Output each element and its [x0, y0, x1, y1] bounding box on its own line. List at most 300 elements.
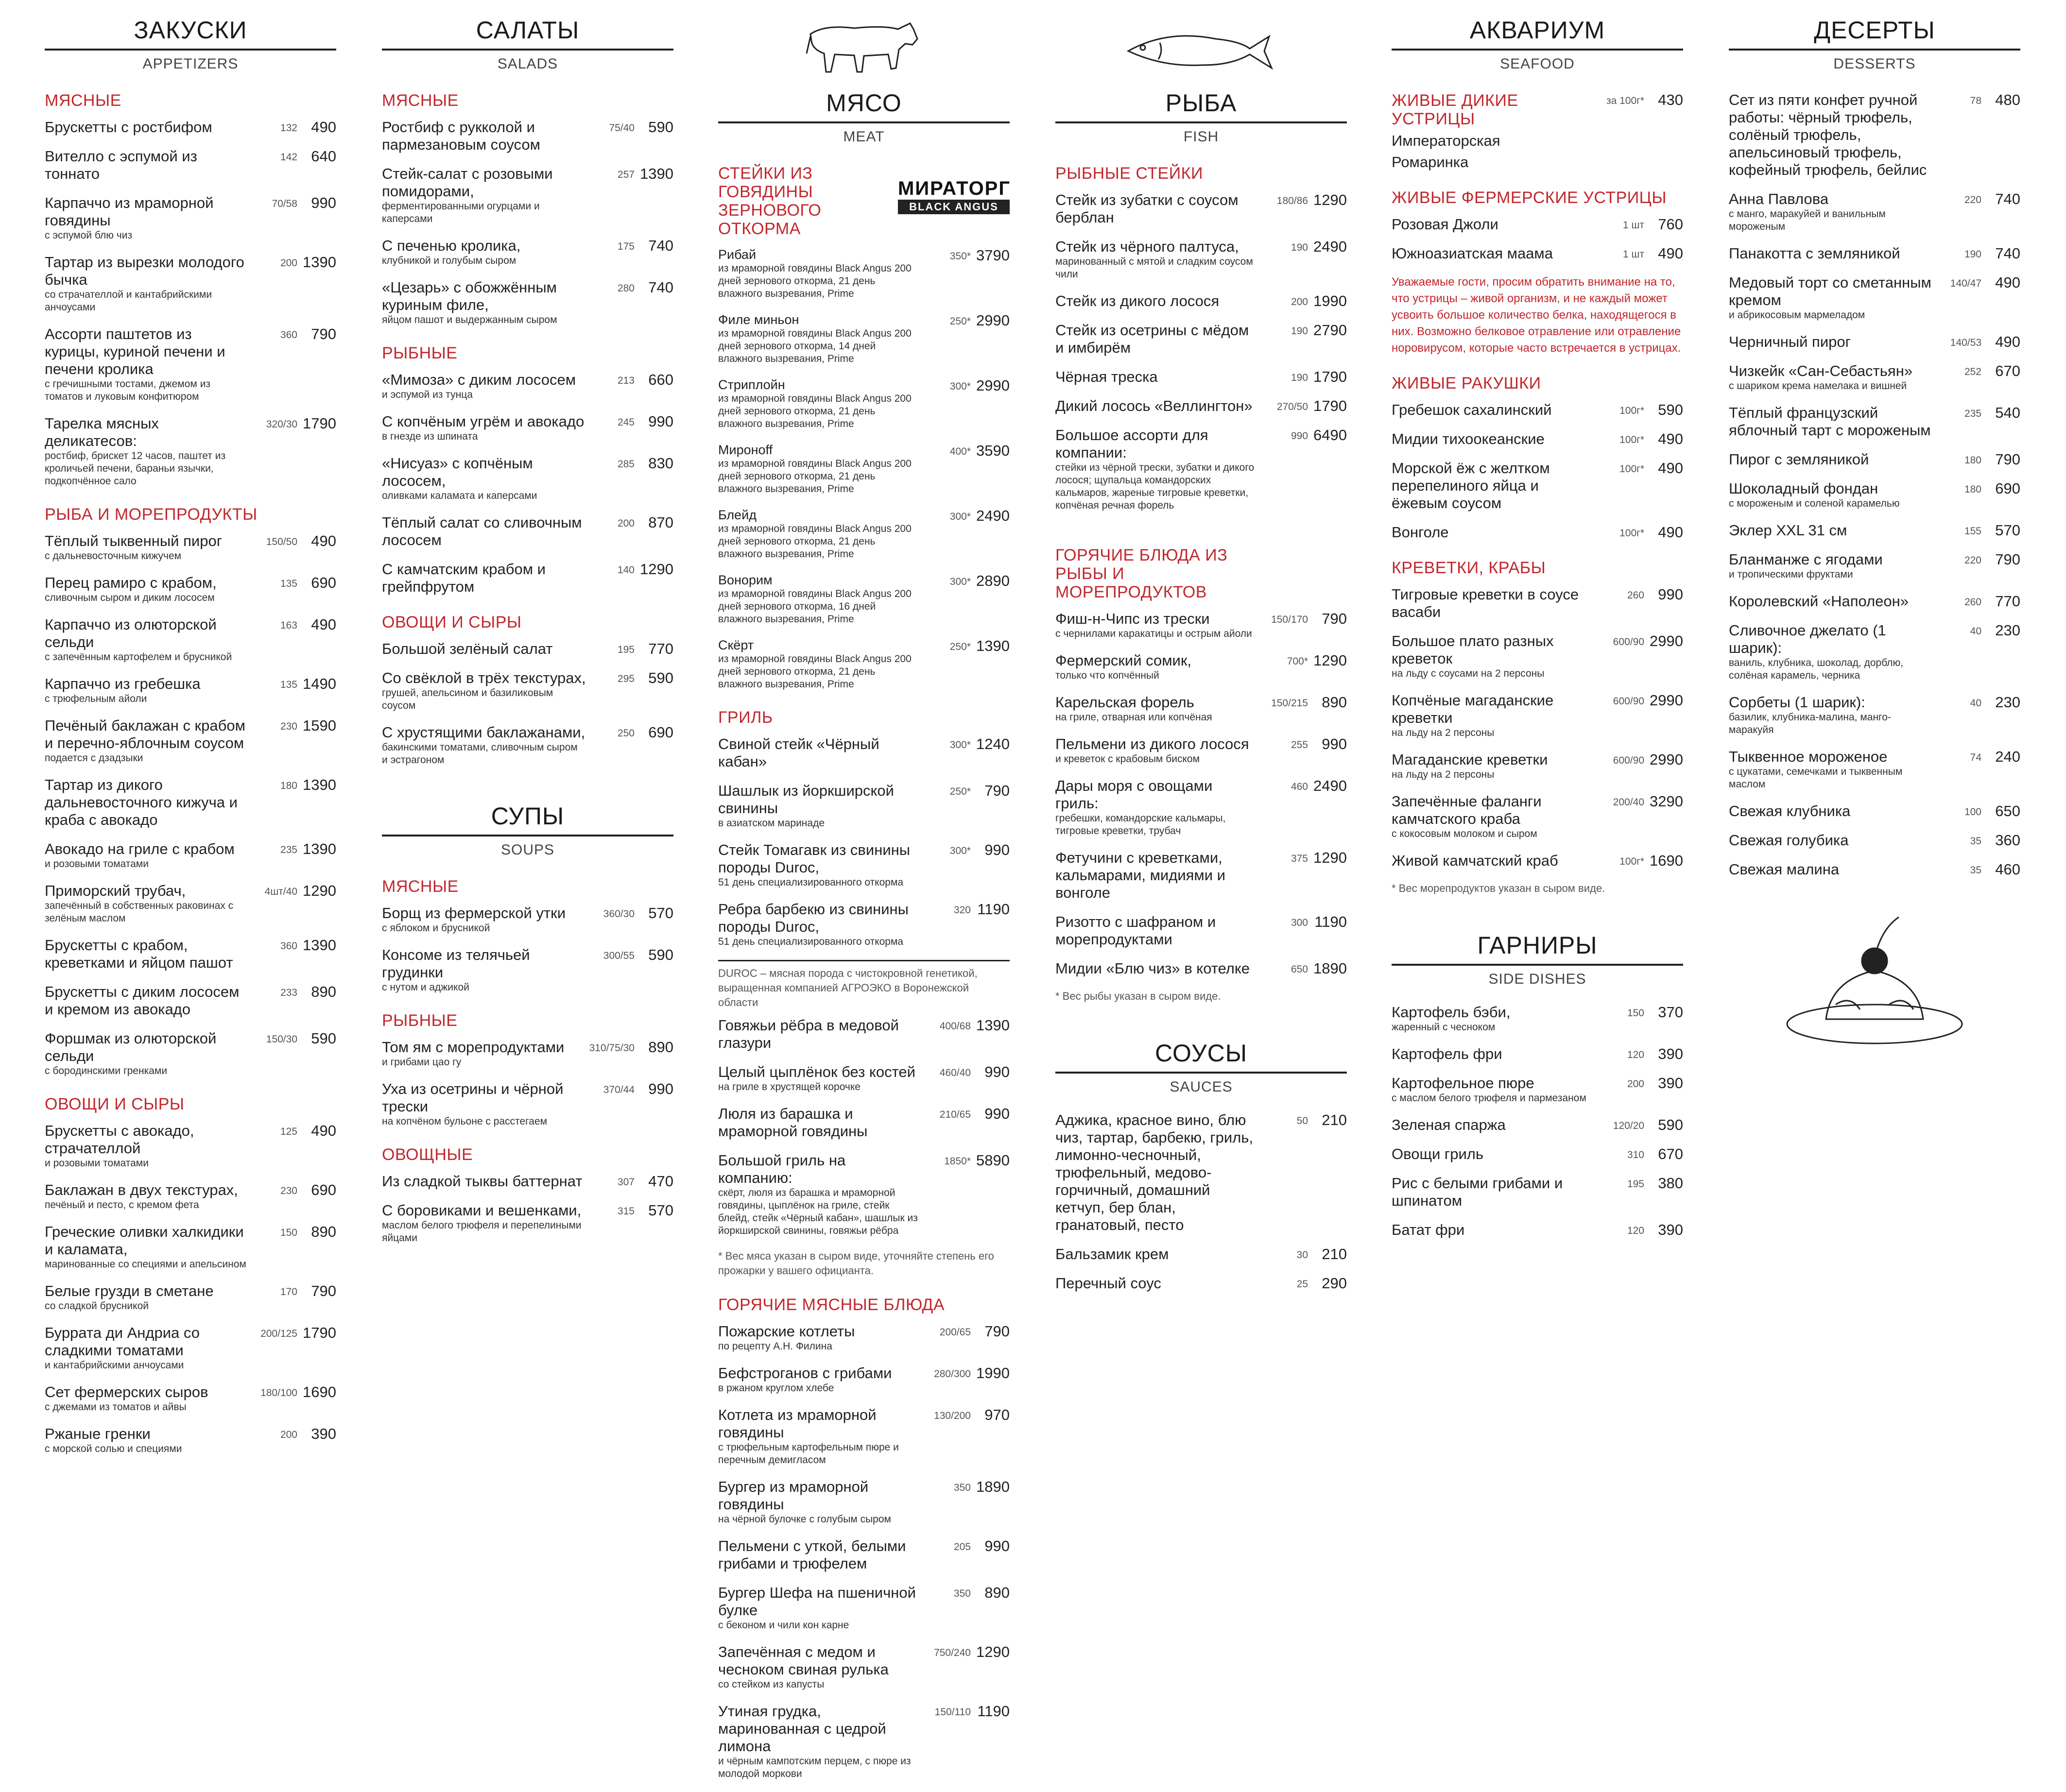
menu-item	[1392, 852, 1683, 870]
item-name: Мидии тихоокеанские	[1392, 430, 1545, 447]
section-title: КРЕВЕТКИ, КРАБЫ	[1392, 559, 1546, 577]
sauces-subtitle: SAUCES	[1170, 1079, 1233, 1095]
item-weight: 190	[1964, 249, 1981, 260]
salads-header	[382, 15, 673, 74]
menu-item	[1055, 1275, 1347, 1292]
item-weight: 600/90	[1613, 636, 1644, 648]
item-name: Люля из барашка и мраморной говядины	[718, 1105, 868, 1140]
item-description: с мороженым и соленой карамелью	[1729, 498, 1900, 509]
item-description: с дальневосточным кижучем	[45, 550, 182, 562]
item-name: Тартар из дикого дальневосточного кижуча и краба с авокадо	[45, 776, 238, 828]
item-price: 210	[1322, 1246, 1347, 1263]
item-price: 5890	[976, 1152, 1010, 1169]
steaks-list	[718, 247, 1010, 691]
item-description: с морской солью и специями	[45, 1443, 182, 1454]
menu-item	[718, 637, 1010, 691]
menu-item	[382, 165, 673, 225]
item-description: запечённый в собственных раковинах с зелёным маслом	[45, 900, 234, 924]
item-name: Вонголе	[1392, 524, 1449, 541]
item-price: 1390	[303, 254, 336, 271]
item-price: 3590	[976, 442, 1010, 459]
list-item	[1392, 132, 1683, 150]
item-price: 2890	[976, 572, 1010, 589]
fish-subtitle: FISH	[1183, 129, 1219, 145]
item-price: 1190	[977, 901, 1010, 918]
item-weight: 30	[1296, 1249, 1308, 1261]
item-description: и грибами цао гу	[382, 1057, 462, 1068]
item-weight: 100	[1964, 806, 1981, 818]
salads-column	[382, 15, 673, 1256]
item-name: Медовый торт со сметанным кремом	[1729, 274, 1931, 308]
menu-item	[45, 1383, 336, 1414]
farm-oysters-list	[1392, 216, 1683, 262]
menu-item	[1055, 292, 1347, 310]
item-name: Тигровые креветки в соусе васаби	[1392, 586, 1579, 620]
section-title: СТЕЙКИ ИЗ ГОВЯДИНЫ ЗЕРНОВОГО ОТКОРМА	[718, 164, 822, 238]
menu-item	[1392, 216, 1683, 233]
soups-subtitle: SOUPS	[500, 842, 555, 858]
item-name: Бургер Шефа на пшеничной булке	[718, 1584, 916, 1619]
item-description: со сладкой брусникой	[45, 1300, 149, 1312]
item-weight: 140/47	[1950, 278, 1981, 289]
menu-item	[1729, 362, 2020, 393]
item-weight: 135	[280, 679, 297, 690]
item-description: бакинскими томатами, сливочным сыром и эстрагоном	[382, 742, 578, 766]
section-title: ЖИВЫЕ ФЕРМЕРСКИЕ УСТРИЦЫ	[1392, 188, 1667, 207]
item-price: 490	[1995, 333, 2020, 350]
soups-title: СУПЫ	[491, 802, 565, 830]
item-price: 1390	[976, 1017, 1010, 1034]
item-price: 490	[1658, 245, 1683, 262]
item-weight: 460/40	[939, 1067, 971, 1078]
item-name: Стейк Томагавк из свинины породы Duroc,	[718, 841, 911, 876]
item-price: 1790	[1313, 397, 1347, 414]
item-weight: 175	[617, 241, 635, 252]
item-weight: 170	[280, 1286, 297, 1297]
menu-item	[382, 905, 673, 935]
item-price: 6490	[1313, 427, 1347, 444]
item-name: Стейк из осетрины с мёдом и имбирём	[1055, 322, 1249, 356]
desserts-header	[1729, 15, 2020, 74]
divider	[1055, 121, 1347, 123]
menu-item	[45, 840, 336, 870]
seafood-header	[1392, 15, 1683, 74]
item-price: 490	[1658, 460, 1683, 477]
item-price: 690	[311, 1181, 336, 1198]
meat-title: МЯСО	[826, 89, 902, 117]
item-description: с трюфельным картофельным пюре и перечным демигласом	[718, 1442, 899, 1466]
item-weight: 210/65	[939, 1109, 971, 1120]
item-name: Том ям с морепродуктами	[382, 1039, 565, 1056]
item-weight: 180/86	[1276, 195, 1308, 206]
item-weight: 100г*	[1619, 405, 1644, 416]
item-weight: 320/30	[266, 419, 297, 430]
menu-item	[1055, 191, 1347, 226]
section-title: ЖИВЫЕ РАКУШКИ	[1392, 374, 1541, 393]
fish-note: * Вес рыбы указан в сыром виде.	[1055, 990, 1221, 1002]
menu-item	[718, 901, 1010, 948]
item-price: 740	[648, 279, 673, 296]
item-weight: 400*	[949, 446, 971, 457]
item-name: Стейк из зубатки с соусом берблан	[1055, 191, 1239, 226]
item-name: Дары моря с овощами гриль:	[1055, 777, 1213, 812]
item-price: 970	[984, 1406, 1010, 1423]
menu-item	[1392, 1175, 1683, 1210]
item-weight: 200/65	[939, 1327, 971, 1338]
item-name: Говяжьи рёбра в медовой глазури	[718, 1017, 899, 1051]
item-description: в ржаном круглом хлебе	[718, 1382, 834, 1394]
menu-item	[382, 413, 673, 443]
item-weight: 130/200	[934, 1410, 971, 1421]
menu-item	[382, 1080, 673, 1128]
item-price: 490	[1995, 274, 2020, 291]
item-weight: 40	[1970, 698, 1981, 709]
item-weight: 125	[280, 1126, 297, 1137]
item-price: 490	[311, 119, 336, 136]
item-name: Авокадо на гриле с крабом	[45, 840, 235, 857]
menu-item	[718, 442, 1010, 495]
item-weight: 150/30	[266, 1034, 297, 1045]
item-weight: 235	[280, 844, 297, 855]
fish-steaks-list	[1055, 191, 1347, 512]
item-price: 890	[648, 1039, 673, 1056]
item-weight: 460	[1291, 781, 1308, 792]
salads-title: САЛАТЫ	[476, 17, 580, 44]
item-price: 370	[1658, 1004, 1683, 1021]
item-weight: 25	[1296, 1279, 1308, 1290]
item-description: клубникой и голубым сыром	[382, 255, 516, 266]
item-price: 1790	[303, 1324, 336, 1341]
item-price: 670	[1995, 362, 2020, 379]
menu-item	[1729, 694, 2020, 736]
section-title: МЯСНЫЕ	[45, 91, 121, 110]
menu-item	[718, 1063, 1010, 1093]
item-price: 2990	[976, 377, 1010, 394]
brand-name: МИРАТОРГ	[898, 178, 1011, 199]
item-description: и розовыми томатами	[45, 1158, 149, 1169]
menu-item	[382, 1039, 673, 1069]
item-price: 740	[648, 237, 673, 254]
menu-item	[45, 717, 336, 765]
item-name: Вонорим	[718, 573, 773, 587]
item-price: 1290	[1313, 191, 1347, 208]
item-description: на гриле, отварная или копчёная	[1055, 712, 1212, 723]
item-description: из мраморной говядины Black Angus 200 дней зернового откорма, 21 день влажного вызревания, Prime	[718, 653, 912, 690]
item-price: 3790	[976, 247, 1010, 264]
menu-item	[382, 724, 673, 767]
item-weight: 200	[617, 518, 635, 529]
item-price: 770	[648, 640, 673, 657]
item-name: Ребра барбекю из свинины породы Duroc,	[718, 901, 909, 935]
item-name: Фетучини с креветками, кальмарами, мидиями и вонголе	[1055, 849, 1225, 901]
item-weight: 300/55	[603, 950, 635, 961]
item-weight: 75/40	[609, 122, 635, 134]
section-title: РЫБНЫЕ	[382, 344, 458, 362]
item-weight: 35	[1970, 836, 1981, 847]
item-description: ферментированными огурцами и каперсами	[382, 201, 540, 224]
sides-title: ГАРНИРЫ	[1477, 932, 1598, 959]
fish-column	[1055, 15, 1347, 1304]
item-weight: 213	[617, 375, 635, 386]
item-price: 1690	[1650, 852, 1683, 869]
item-weight: 70/58	[272, 198, 297, 209]
menu-item	[718, 735, 1010, 770]
seafood-subtitle: SEAFOOD	[1500, 56, 1575, 72]
item-description: с гречишными тостами, джемом из томатов и луковым конфитюром	[45, 378, 211, 402]
menu-item	[1729, 832, 2020, 849]
menu-item	[1729, 551, 2020, 581]
item-name: Вителло с эспумой из тоннато	[45, 148, 197, 182]
item-price: 1290	[976, 1643, 1010, 1660]
item-weight: 205	[953, 1541, 971, 1553]
item-weight: 200	[1291, 296, 1308, 307]
item-price: 210	[1322, 1111, 1347, 1128]
item-price: 1390	[303, 937, 336, 954]
item-weight: 375	[1291, 853, 1308, 864]
item-price: 2490	[1313, 777, 1347, 794]
menu-item	[45, 1122, 336, 1170]
item-price: 1390	[303, 776, 336, 793]
item-description: печёный и песто, с кремом фета	[45, 1199, 199, 1211]
menu-item	[45, 415, 336, 488]
salads-subtitle: SALADS	[497, 56, 558, 72]
item-name: Брускетты с ростбифом	[45, 119, 212, 136]
menu-item	[382, 561, 673, 596]
item-description: с трюфельным айоли	[45, 693, 147, 704]
item-weight: 120/20	[1613, 1120, 1644, 1131]
item-weight: 400/68	[939, 1021, 971, 1032]
item-price: 1290	[640, 561, 673, 578]
menu-item	[1392, 793, 1683, 840]
salads-list	[382, 91, 673, 767]
item-weight: 190	[1291, 372, 1308, 383]
item-name: Эклер XXL 31 см	[1729, 522, 1847, 539]
menu-item	[45, 194, 336, 242]
item-weight: 360/30	[603, 908, 635, 920]
list-item	[1392, 154, 1683, 171]
item-weight: 4шт/40	[264, 886, 297, 897]
item-weight: 1 шт	[1623, 220, 1644, 231]
item-description: с маслом белого трюфеля и пармезаном	[1392, 1092, 1586, 1104]
section-title: ОВОЩНЫЕ	[382, 1145, 473, 1164]
item-name: Брускетты с диким лососем и кремом из авокадо	[45, 983, 240, 1018]
menu-item	[1392, 1116, 1683, 1134]
item-price: 1490	[303, 675, 336, 692]
sauces-title: СОУСЫ	[1155, 1040, 1247, 1067]
meat-header	[718, 87, 1010, 147]
item-description: с запечённым картофелем и брусникой	[45, 651, 232, 663]
item-description: на льду с соусами на 2 персоны	[1392, 668, 1545, 679]
menu-item	[1729, 480, 2020, 510]
menu-item	[1392, 751, 1683, 781]
oyster-notice: Уважаемые гости, просим обратить внимание на то, что устрицы – живой организм, и не каждый может усвоить большое количество белка, находящегося в них. Возможно белковое отравление или отравление норовирусом, которые часто встречается в устрицах.	[1392, 275, 1681, 355]
item-weight: 300*	[949, 576, 971, 587]
item-name: Рис с белыми грибами и шпинатом	[1392, 1175, 1563, 1209]
menu-item	[1055, 913, 1347, 948]
item-weight: 195	[617, 644, 635, 655]
item-weight: 230	[280, 1185, 297, 1196]
menu-item	[1392, 460, 1683, 512]
item-price: 760	[1658, 216, 1683, 233]
item-name: Бальзамик крем	[1055, 1246, 1169, 1263]
desserts-title: ДЕСЕРТЫ	[1814, 17, 1935, 44]
item-price: 830	[648, 455, 673, 472]
item-price: 380	[1658, 1175, 1683, 1192]
item-name: Магаданские креветки	[1392, 751, 1548, 768]
item-description: с манго, маракуйей и ванильным мороженым	[1729, 208, 1886, 232]
item-weight: 600/90	[1613, 755, 1644, 766]
menu-item	[1055, 610, 1347, 640]
item-description: оливками каламата и каперсами	[382, 490, 537, 501]
item-weight: 300*	[949, 739, 971, 751]
item-description: с яблоком и брусникой	[382, 922, 490, 934]
item-weight: 135	[280, 578, 297, 589]
item-name: Со свёклой в трёх текстурах,	[382, 669, 586, 686]
item-weight: 245	[617, 417, 635, 428]
item-weight: 140/53	[1950, 337, 1981, 348]
section-title: РЫБНЫЕ СТЕЙКИ	[1055, 164, 1203, 183]
item-price: 490	[311, 616, 336, 633]
item-weight: 1850*	[944, 1156, 971, 1167]
item-price: 290	[1322, 1275, 1347, 1292]
menu-item	[45, 325, 336, 403]
menu-item	[1729, 802, 2020, 820]
item-name: С копчёным угрём и авокадо	[382, 413, 585, 430]
item-name: Морской ёж с желтком перепелиного яйца и ёжевым соусом	[1392, 460, 1550, 512]
item-name: Карельская форель	[1055, 694, 1194, 711]
item-description: маринованный с мятой и сладким соусом чили	[1055, 256, 1253, 280]
item-weight: 600/90	[1613, 696, 1644, 707]
item-description: 51 день специализированного откорма	[718, 936, 904, 947]
appetizers-header	[45, 15, 336, 74]
sides-subtitle: SIDE DISHES	[1488, 971, 1586, 987]
item-weight: 200/125	[260, 1328, 297, 1339]
item-description: ростбиф, брискет 12 часов, паштет из кроличьей печени, бараньи язычки, подкопчённое сало	[45, 450, 226, 487]
item-description: с кокосовым молоком и сыром	[1392, 828, 1537, 839]
item-price: 230	[1995, 622, 2020, 639]
item-weight: 190	[1291, 325, 1308, 337]
item-weight: 350	[953, 1588, 971, 1599]
item-price: 230	[1995, 694, 2020, 711]
item-description: на гриле в хрустящей корочке	[718, 1081, 861, 1092]
item-price: 480	[1995, 91, 2020, 108]
item-name: Бефстроганов с грибами	[718, 1365, 892, 1382]
item-price: 540	[1995, 404, 2020, 421]
item-name: Ризотто с шафраном и морепродуктами	[1055, 913, 1216, 948]
menu-item	[1055, 652, 1347, 682]
divider	[1392, 49, 1683, 51]
item-weight: 155	[1964, 526, 1981, 537]
item-description: и розовыми томатами	[45, 858, 149, 870]
item-name: Большое ассорти для компании:	[1055, 427, 1208, 461]
item-price: 650	[1995, 802, 2020, 819]
menu-item	[718, 1017, 1010, 1052]
item-description: ваниль, клубника, шоколад, дорблю, солёная карамель, черника	[1729, 657, 1904, 681]
shrimp-list	[1392, 586, 1683, 870]
item-price: 1290	[303, 882, 336, 899]
menu-item	[1392, 430, 1683, 448]
item-name: Чёрная треска	[1055, 368, 1158, 385]
menu-item	[1055, 238, 1347, 281]
cow-illustration	[718, 15, 1010, 87]
menu-item	[1055, 397, 1347, 415]
item-price: 660	[648, 371, 673, 388]
item-weight: 260	[1627, 590, 1644, 601]
menu-item	[45, 254, 336, 314]
item-weight: 142	[280, 152, 297, 163]
item-weight: 200	[280, 1429, 297, 1440]
item-name: Тёплый французский яблочный тарт с мороженым	[1729, 404, 1931, 439]
item-name: Свежая голубика	[1729, 832, 1849, 849]
item-price: 460	[1995, 861, 2020, 878]
item-price: 990	[648, 1080, 673, 1097]
menu-item	[45, 1324, 336, 1372]
meat-subtitle: MEAT	[843, 129, 885, 145]
item-name: Пожарские котлеты	[718, 1323, 855, 1340]
item-name: Перечный соус	[1055, 1275, 1161, 1292]
item-price: 470	[648, 1173, 673, 1190]
menu-item	[718, 1643, 1010, 1691]
item-weight: 180	[280, 780, 297, 791]
item-name: Розовая Джоли	[1392, 216, 1498, 233]
item-description: на льду на 2 персоны	[1392, 727, 1495, 738]
item-price: 790	[311, 1282, 336, 1299]
item-name: С камчатским крабом и грейпфрутом	[382, 561, 546, 595]
item-description: из мраморной говядины Black Angus 200 дней зернового откорма, 21 день влажного вызревания, Prime	[718, 523, 912, 560]
fish-illustration	[1055, 15, 1347, 87]
menu-item	[45, 1282, 336, 1313]
menu-item	[382, 455, 673, 502]
item-weight: 150	[280, 1227, 297, 1238]
item-description: из мраморной говядины Black Angus 200 дней зернового откорма, 21 день влажного вызревания, Prime	[718, 263, 912, 299]
item-name: Овощи гриль	[1392, 1145, 1484, 1162]
item-price: 1190	[977, 1703, 1010, 1720]
item-price: 790	[1995, 451, 2020, 468]
sauces-header	[1055, 1038, 1347, 1097]
soups-list	[382, 877, 673, 1245]
item-price: 990	[1322, 735, 1347, 752]
item-weight: 700*	[1287, 656, 1308, 667]
item-description: из мраморной говядины Black Angus 200 дней зернового откорма, 16 дней влажного вызревания, Prime	[718, 588, 912, 625]
menu-item	[45, 119, 336, 136]
menu-item	[1729, 404, 2020, 439]
item-description: и кантабрийскими анчоусами	[45, 1360, 184, 1371]
item-description: яйцом пашот и выдержанным сыром	[382, 314, 557, 325]
item-price: 790	[311, 325, 336, 342]
section-title: ГОРЯЧИЕ БЛЮДА ИЗ РЫБЫ И МОРЕПРОДУКТОВ	[1055, 546, 1228, 601]
menu-item	[382, 946, 673, 994]
menu-item	[718, 1323, 1010, 1353]
menu-item	[1392, 1075, 1683, 1105]
item-description: и тропическими фруктами	[1729, 569, 1853, 580]
menu-item	[1055, 849, 1347, 902]
item-name: Пельмени с уткой, белыми грибами и трюфелем	[718, 1537, 906, 1572]
menu-item	[718, 1584, 1010, 1632]
item-weight: 74	[1970, 752, 1981, 763]
divider	[718, 121, 1010, 123]
section-title: ОВОЩИ И СЫРЫ	[45, 1095, 185, 1113]
item-name: Брускетты с авокадо, страчателлой	[45, 1122, 194, 1157]
item-weight: 230	[280, 721, 297, 732]
item-name: Утиная грудка, маринованная с цедрой лимона	[718, 1703, 886, 1755]
menu-item	[1729, 274, 2020, 322]
item-name: «Мимоза» с диким лососем	[382, 371, 576, 388]
item-price: 360	[1995, 832, 2020, 849]
sauces-list	[1055, 1111, 1347, 1292]
item-name: Карпаччо из олюторской сельди	[45, 616, 217, 650]
item-name: Баклажан в двух текстурах,	[45, 1181, 238, 1198]
item-price: 570	[648, 1202, 673, 1219]
